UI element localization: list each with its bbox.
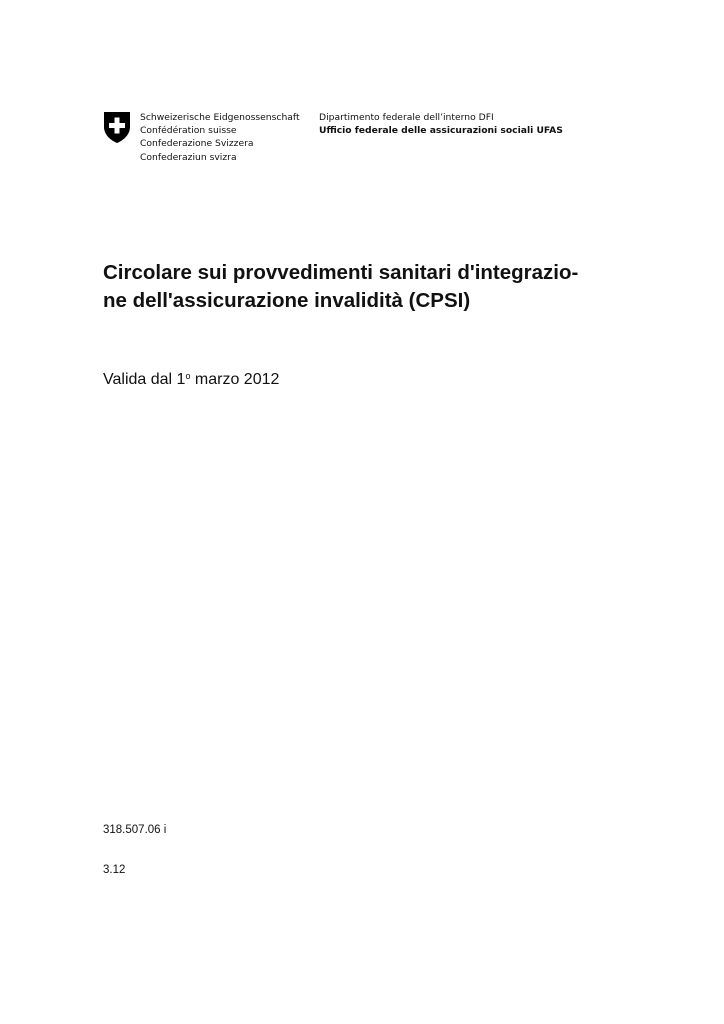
validity-date <box>103 370 279 390</box>
document-version: 3.12 <box>103 864 126 876</box>
confederation-names <box>140 111 300 164</box>
validity-suffix: marzo 2012 <box>190 371 280 388</box>
confederation-name-it: Confederazione Svizzera <box>140 138 254 150</box>
title-line-2: ne dell'assicurazione invalidità (CPSI) <box>103 289 471 312</box>
department-block <box>319 111 563 137</box>
letterhead <box>103 111 563 171</box>
document-title <box>103 259 643 315</box>
document-number: 318.507.06 i <box>103 824 167 836</box>
confederation-name-fr: Confédération suisse <box>140 125 237 137</box>
department-name: Dipartimento federale dell’interno DFI <box>319 112 494 123</box>
title-line-1: Circolare sui provvedimenti sanitari d'integrazio- <box>103 261 579 284</box>
confederation-name-de: Schweizerische Eidgenossenschaft <box>140 112 300 123</box>
swiss-shield-icon <box>103 111 131 144</box>
validity-ordinal: o <box>185 371 191 381</box>
confederation-name-rm: Confederaziun svizra <box>140 151 237 163</box>
validity-prefix: Valida dal 1 <box>103 371 186 388</box>
office-name: Ufficio federale delle assicurazioni sociali UFAS <box>319 125 563 137</box>
